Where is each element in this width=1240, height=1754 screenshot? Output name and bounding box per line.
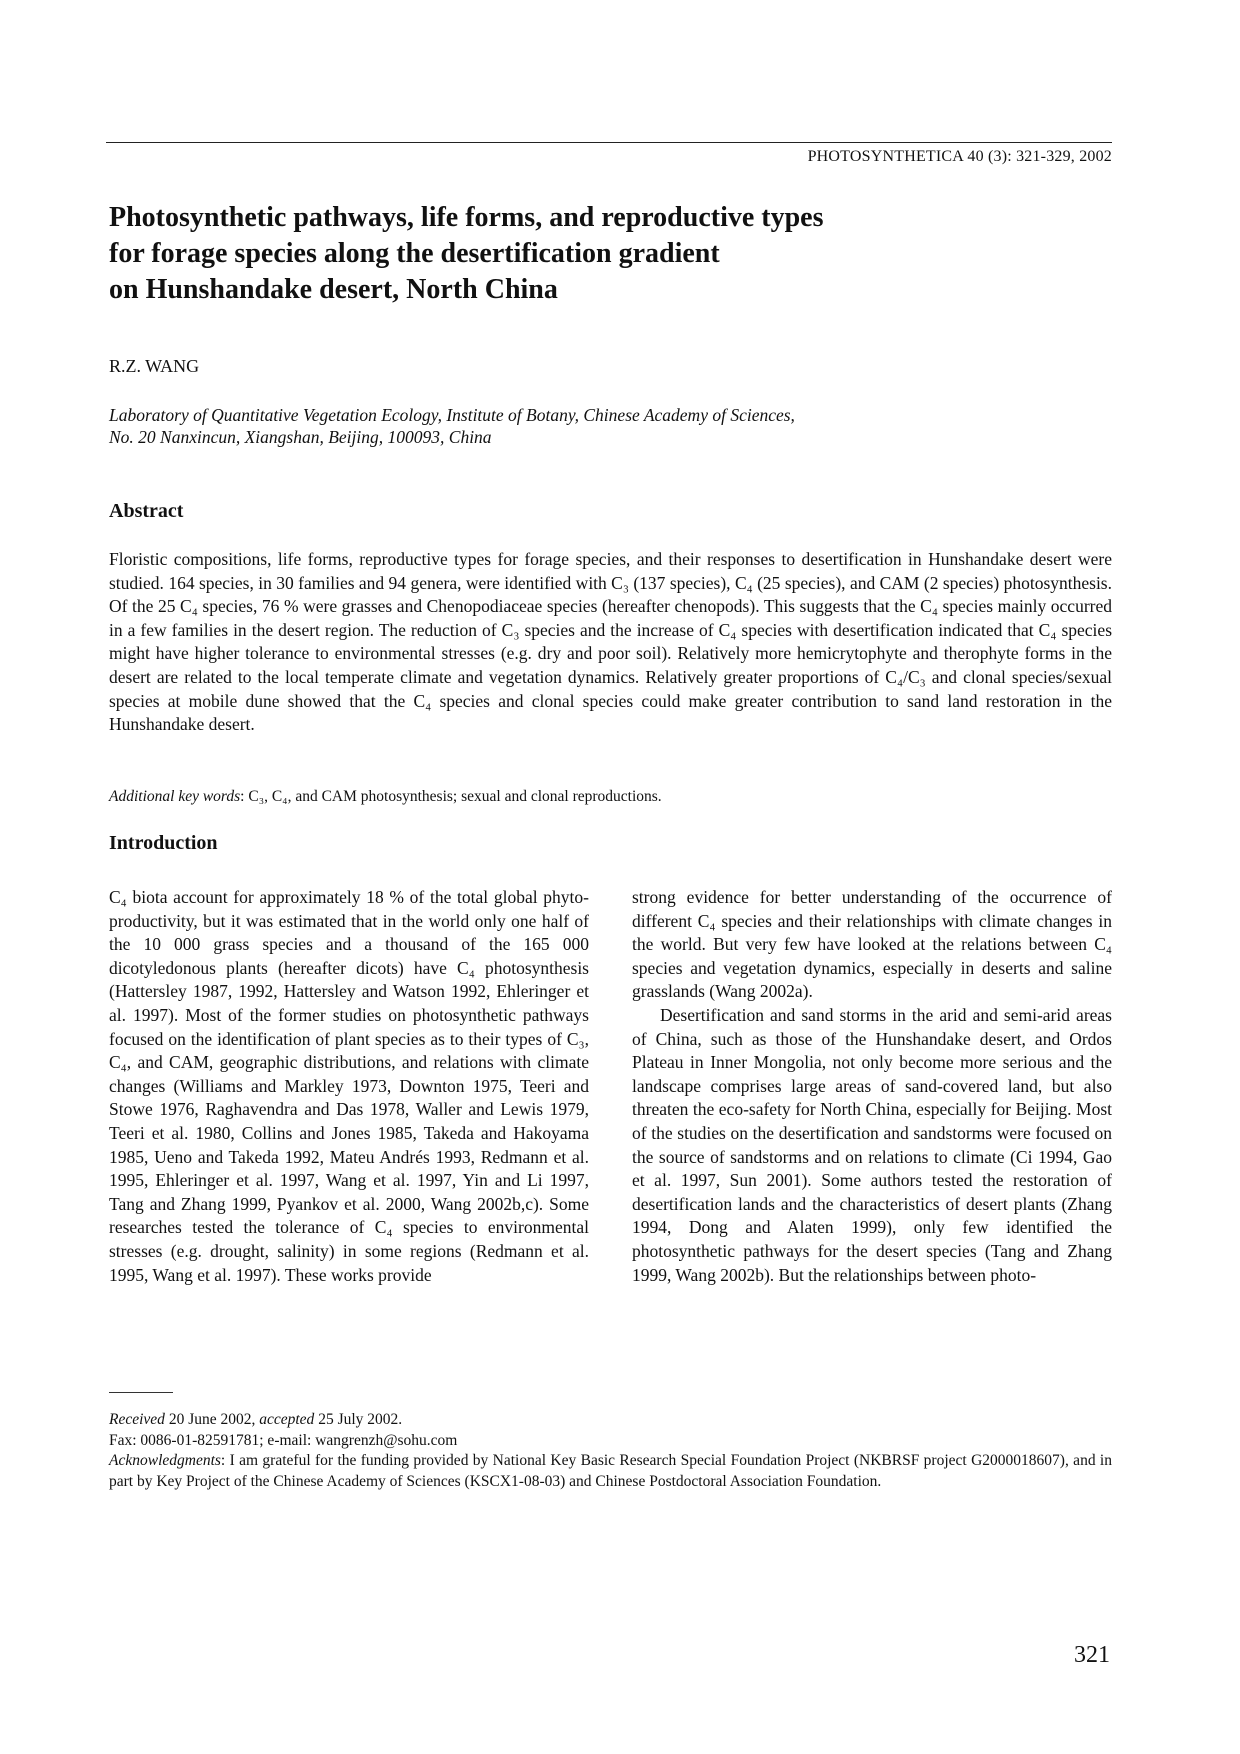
journal-reference: PHOTOSYNTHETICA 40 (3): 321-329, 2002 <box>807 148 1112 165</box>
article-title <box>109 200 1069 308</box>
title-line: for forage species along the desertification gradient <box>109 238 720 269</box>
body-column-left <box>109 886 589 1287</box>
title-line: Photosynthetic pathways, life forms, and reproductive types <box>109 202 824 233</box>
affiliation-line: No. 20 Nanxincun, Xiangshan, Beijing, 100093, China <box>109 427 492 447</box>
received-label: Received <box>109 1411 165 1428</box>
header-rule <box>106 142 1112 143</box>
key-words-text: : C₃, C₄, and CAM photosynthesis; sexual and clonal reproductions. <box>240 788 662 805</box>
author-affiliation <box>109 404 795 448</box>
accepted-label: accepted <box>259 1411 315 1428</box>
key-words-label: Additional key words <box>109 788 241 805</box>
received-line <box>109 1410 1112 1431</box>
key-words <box>109 788 662 806</box>
acknowledgments-text: : I am grateful for the funding provided by National Key Basic Research Special Foundation Project (NKBRSF project G2000018607), and in part by Key Project of the Chinese Academy of Sciences (KSCX1-08-03) and Chinese Postdoctoral Association Foundation. <box>109 1452 1112 1490</box>
body-paragraph: C₄ biota account for approximately 18 % of the total global phyto-productivity, but it was estimated that in the world only one half of the 10 000 grass species and a thousand of the 165 000 dicotyledonous plants (hereafter dicots) have C₄ photosynthesis (Hattersley 1987, 1992, Hattersley and Watson 1992, Ehleringer et al. 1997). Most of the former studies on photosynthetic pathways focused on the identification of plant species as to their types of C₃, C₄, and CAM, geographic distributions, and relations with climate changes (Williams and Markley 1973, Downton 1975, Teeri and Stowe 1976, Raghavendra and Das 1978, Waller and Lewis 1979, Teeri et al. 1980, Collins and Jones 1985, Takeda and Hakoyama 1985, Ueno and Takeda 1992, Mateu Andrés 1993, Redmann et al. 1995, Ehleringer et al. 1997, Wang et al. 1997, Yin and Li 1997, Tang and Zhang 1999, Pyankov et al. 2000, Wang 2002b,c). Some researches tested the tolerance of C₄ species to environmental stresses (e.g. drought, salinity) in some regions (Redmann et al. 1995, Wang et al. 1997). These works provide <box>109 887 589 1285</box>
acknowledgments <box>109 1451 1112 1492</box>
body-paragraph: Desertification and sand storms in the arid and semi-arid areas of China, such as those of the Hunshandake desert, and Ordos Plateau in Inner Mongolia, not only become more serious and the landscape comprises large areas of sand-covered land, but also threaten the eco-safety for North China, especially for Beijing. Most of the studies on the desertification and sandstorms were focused on the source of sandstorms and on relations to climate (Ci 1994, Gao et al. 1997, Sun 2001). Some authors tested the restoration of desertification lands and the characteristics of desert plants (Zhang 1994, Dong and Alaten 1999), only few identified the photosynthetic pathways for the desert species (Tang and Zhang 1999, Wang 2002b). But the relationships between photo- <box>632 1004 1112 1285</box>
introduction-heading: Introduction <box>109 832 218 854</box>
body-column-right <box>632 886 1112 1287</box>
abstract-heading: Abstract <box>109 500 184 522</box>
abstract-text: Floristic compositions, life forms, reproductive types for forage species, and their responses to desertification in Hunshandake desert were studied. 164 species, in 30 families and 94 genera, were identified with C₃ (137 species), C₄ (25 species), and CAM (2 species) photosynthesis. Of the 25 C₄ species, 76 % were grasses and Chenopodiaceae species (hereafter chenopods). This suggests that the C₄ species mainly occurred in a few families in the desert region. The reduction of C₃ species and the increase of C₄ species with desertification indicated that C₄ species might have higher tolerance to environmental stresses (e.g. dry and poor soil). Relatively more hemicrytophyte and therophyte forms in the desert are related to the local temperate climate and vegetation dynamics. Relatively greater proportions of C₄/C₃ and clonal species/sexual species at mobile dune showed that the C₄ species and clonal species could make greater contribution to sand land restoration in the Hunshandake desert. <box>109 549 1112 735</box>
received-date: 20 June 2002, <box>164 1411 260 1428</box>
footnotes <box>109 1410 1112 1492</box>
accepted-date: 25 July 2002. <box>314 1411 403 1428</box>
body-paragraph: strong evidence for better understanding of the occurrence of different C₄ species and their relationships with climate changes in the world. But very few have looked at the relations between C₄ species and vegetation dynamics, especially in deserts and saline grasslands (Wang 2002a). <box>632 887 1112 1002</box>
author-name: R.Z. WANG <box>109 356 200 376</box>
footnote-rule <box>109 1392 173 1393</box>
title-line: on Hunshandake desert, North China <box>109 274 558 305</box>
contact-line: Fax: 0086-01-82591781; e-mail: wangrenzh@sohu.com <box>109 1431 458 1449</box>
affiliation-line: Laboratory of Quantitative Vegetation Ecology, Institute of Botany, Chinese Academy of Sciences, <box>109 405 795 425</box>
acknowledgments-label: Acknowledgments <box>109 1452 221 1469</box>
page-number: 321 <box>1074 1642 1110 1668</box>
